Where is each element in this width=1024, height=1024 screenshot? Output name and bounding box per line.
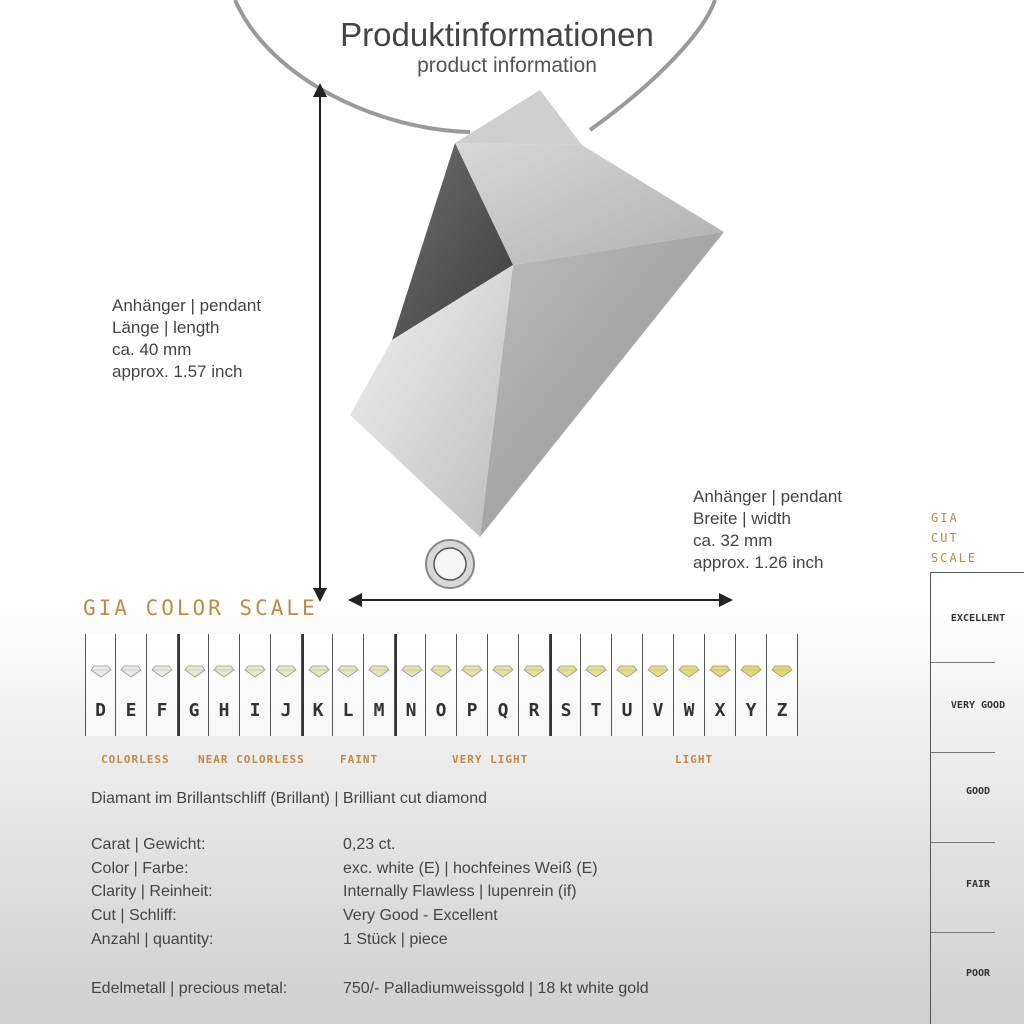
cut-scale-heading: GIA CUT SCALE bbox=[931, 511, 978, 565]
color-grade-cell bbox=[736, 634, 767, 736]
color-grade-cell bbox=[581, 634, 612, 736]
color-grade-letter: F bbox=[156, 700, 168, 721]
color-grade-letter: M bbox=[373, 700, 385, 721]
page-title: Produktinformationen bbox=[340, 16, 654, 53]
color-grade-cell bbox=[519, 634, 550, 736]
diamond-gem-icon bbox=[678, 664, 700, 678]
diamond-gem-icon bbox=[337, 664, 359, 678]
color-grade-letter: G bbox=[188, 700, 200, 721]
pendant-right-facet bbox=[480, 232, 724, 537]
diamond-stone bbox=[434, 548, 466, 580]
color-grade-cell bbox=[364, 634, 395, 736]
color-grade-letter: L bbox=[342, 700, 354, 721]
cut-divider bbox=[931, 842, 995, 843]
color-grade-letter: O bbox=[435, 700, 447, 721]
diamond-title: Diamant im Brillantschliff (Brillant) | Brilliant cut diamond bbox=[91, 790, 487, 807]
color-grade-cell bbox=[643, 634, 674, 736]
color-grade-letter: U bbox=[621, 700, 633, 721]
cut-divider bbox=[931, 662, 995, 663]
color-grade-cell bbox=[240, 634, 271, 736]
diamond-gem-icon bbox=[740, 664, 762, 678]
color-grade-cell bbox=[302, 634, 333, 736]
cut-divider bbox=[931, 932, 995, 933]
diamond-gem-icon bbox=[461, 664, 483, 678]
diamond-gem-icon bbox=[308, 664, 330, 678]
cut-divider bbox=[931, 752, 995, 753]
diamond-gem-icon bbox=[90, 664, 112, 678]
color-grade-letter: T bbox=[590, 700, 602, 721]
diamond-gem-icon bbox=[244, 664, 266, 678]
color-grade-cell bbox=[209, 634, 240, 736]
spec-row-metal: Edelmetall | precious metal: 750/- Palladiumweissgold | 18 kt white gold bbox=[91, 980, 649, 997]
diamond-gem-icon bbox=[492, 664, 514, 678]
cut-scale-box bbox=[930, 572, 1024, 1024]
color-grade-cell bbox=[147, 634, 178, 736]
category-near-colorless: NEAR COLORLESS bbox=[198, 753, 305, 766]
color-grade-cell bbox=[116, 634, 147, 736]
diamond-gem-icon bbox=[120, 664, 142, 678]
spec-row-color: Color | Farbe: exc. white (E) | hochfeines Weiß (E) bbox=[91, 860, 598, 877]
cut-grade-fair: FAIR bbox=[965, 879, 991, 890]
cut-grade-very-good: VERY GOOD bbox=[950, 700, 1006, 711]
color-grade-cell bbox=[767, 634, 798, 736]
color-grade-letter: Q bbox=[497, 700, 509, 721]
category-light: LIGHT bbox=[675, 753, 714, 766]
color-grade-letter: W bbox=[683, 700, 695, 721]
diamond-gem-icon bbox=[585, 664, 607, 678]
color-grade-letter: I bbox=[249, 700, 261, 721]
diamond-gem-icon bbox=[275, 664, 297, 678]
color-grade-letter: H bbox=[218, 700, 230, 721]
color-scale-heading: GIA COLOR SCALE bbox=[83, 596, 318, 620]
length-label: Anhänger | pendant Länge | length ca. 40 mm approx. 1.57 inch bbox=[112, 296, 262, 381]
color-grade-letter: Z bbox=[776, 700, 788, 721]
diamond-gem-icon bbox=[184, 664, 206, 678]
color-grade-cell bbox=[271, 634, 302, 736]
spec-row-carat: Carat | Gewicht: 0,23 ct. bbox=[91, 836, 396, 853]
diamond-gem-icon bbox=[771, 664, 793, 678]
color-grade-cell bbox=[457, 634, 488, 736]
diamond-gem-icon bbox=[401, 664, 423, 678]
spec-row-cut: Cut | Schliff: Very Good - Excellent bbox=[91, 907, 498, 924]
diamond-gem-icon bbox=[556, 664, 578, 678]
color-grade-cell bbox=[674, 634, 705, 736]
spec-row-clarity: Clarity | Reinheit: Internally Flawless | lupenrein (if) bbox=[91, 883, 577, 900]
diamond-gem-icon bbox=[213, 664, 235, 678]
cut-grade-excellent: EXCELLENT bbox=[950, 613, 1006, 624]
diamond-gem-icon bbox=[368, 664, 390, 678]
color-grade-cell bbox=[426, 634, 457, 736]
pendant-top-facet bbox=[455, 90, 582, 145]
color-grade-letter: S bbox=[560, 700, 572, 721]
cut-grade-poor: POOR bbox=[965, 968, 991, 979]
cut-grade-good: GOOD bbox=[965, 786, 991, 797]
color-grade-letter: R bbox=[528, 700, 540, 721]
diamond-gem-icon bbox=[151, 664, 173, 678]
color-grade-cell bbox=[705, 634, 736, 736]
color-grade-letter: J bbox=[280, 700, 292, 721]
color-grade-letter: P bbox=[466, 700, 478, 721]
diamond-gem-icon bbox=[430, 664, 452, 678]
color-grade-cell bbox=[85, 634, 116, 736]
color-grade-cell bbox=[612, 634, 643, 736]
diamond-gem-icon bbox=[616, 664, 638, 678]
color-grade-letter: X bbox=[714, 700, 726, 721]
category-colorless: COLORLESS bbox=[101, 753, 170, 766]
color-grade-cell bbox=[333, 634, 364, 736]
category-very-light: VERY LIGHT bbox=[452, 753, 529, 766]
color-grade-letter: D bbox=[95, 700, 106, 721]
spec-row-quantity: Anzahl | quantity: 1 Stück | piece bbox=[91, 931, 448, 948]
diamond-gem-icon bbox=[647, 664, 669, 678]
color-grade-cell bbox=[488, 634, 519, 736]
color-grade-letter: Y bbox=[745, 700, 757, 721]
color-scale-grid bbox=[85, 634, 798, 736]
color-grade-cell bbox=[550, 634, 581, 736]
color-grade-letter: E bbox=[125, 700, 137, 721]
color-grade-letter: N bbox=[405, 700, 417, 721]
color-grade-cell bbox=[178, 634, 209, 736]
diamond-gem-icon bbox=[523, 664, 545, 678]
page-subtitle: product information bbox=[417, 54, 597, 77]
category-faint: FAINT bbox=[340, 753, 379, 766]
color-grade-letter: K bbox=[312, 700, 324, 721]
color-grade-cell bbox=[395, 634, 426, 736]
diamond-gem-icon bbox=[709, 664, 731, 678]
color-grade-letter: V bbox=[652, 700, 664, 721]
width-label: Anhänger | pendant Breite | width ca. 32 mm approx. 1.26 inch bbox=[693, 487, 843, 572]
